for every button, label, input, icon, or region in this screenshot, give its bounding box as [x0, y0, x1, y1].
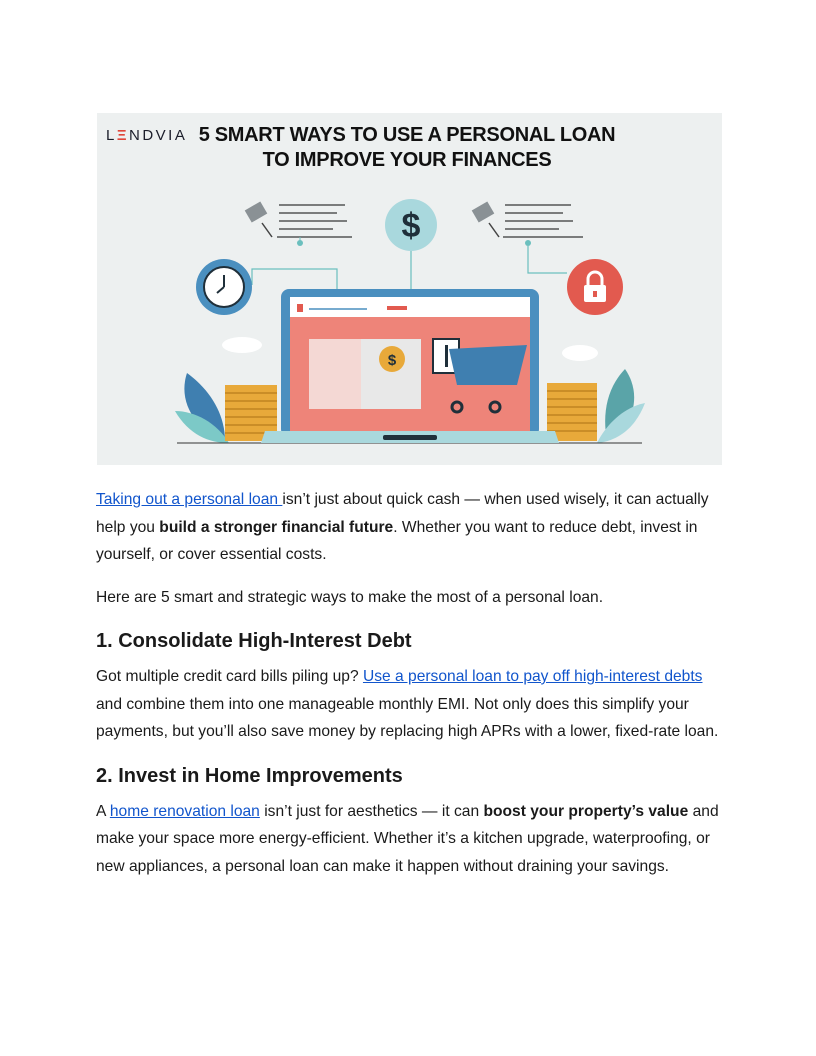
section1-text-2: and combine them into one manageable monthly EMI. Not only does this simplify your payments, but you’ll also save money by replacing high APRs with a lower, fixed-rate loan. [96, 695, 719, 740]
plant-right [597, 369, 645, 443]
svg-text:$: $ [401, 207, 421, 245]
section1-paragraph [96, 663, 726, 746]
banner-title [197, 123, 617, 173]
article-body [96, 486, 726, 895]
intro-text-2: . Whether you want to reduce debt, invest in yourself, or cover essential costs. [96, 518, 698, 563]
laptop [261, 289, 559, 443]
banner-title-line2: TO IMPROVE YOUR FINANCES [262, 149, 552, 171]
hero-banner [97, 113, 722, 465]
home-renovation-loan-link[interactable]: home renovation loan [109, 802, 260, 820]
brand-logo: LΞNDVIA [106, 127, 188, 144]
section1-heading: 1. Consolidate High-Interest Debt [96, 630, 412, 652]
intro-paragraph [96, 486, 726, 569]
intro-text-1: isn’t just about quick cash — when used wisely, it can actually help you [96, 491, 709, 536]
section1-text-1: Got multiple credit card bills piling up? [96, 668, 363, 685]
section2-paragraph [96, 798, 726, 881]
section2-text-2: isn’t just for aesthetics — it can [259, 802, 484, 820]
banner-title-line1: 5 SMART WAYS TO USE A PERSONAL LOAN [198, 124, 616, 146]
svg-text:$: $ [387, 352, 397, 369]
section2-bold: boost your property’s value [483, 802, 689, 820]
lead-paragraph: Here are 5 smart and strategic ways to make the most of a personal loan. [96, 588, 604, 606]
section2-heading: 2. Invest in Home Improvements [96, 764, 403, 787]
section2-text-3: and make your space more energy-efficient. Whether it’s a kitchen upgrade, waterproofing, or new appliances, a personal loan can make it happen without draining your savings. [96, 802, 719, 875]
document-icon-right [472, 201, 583, 273]
personal-loan-link[interactable]: Taking out a personal loan [96, 491, 283, 508]
lock-icon [567, 259, 623, 315]
plant-left [175, 373, 229, 443]
document-icon-left [245, 201, 352, 246]
section2-text-1: A [96, 802, 110, 820]
dollar-icon [385, 199, 437, 289]
intro-bold: build a stronger financial future [159, 518, 394, 536]
debt-consolidation-link[interactable]: Use a personal loan to pay off high-interest debts [362, 668, 703, 685]
